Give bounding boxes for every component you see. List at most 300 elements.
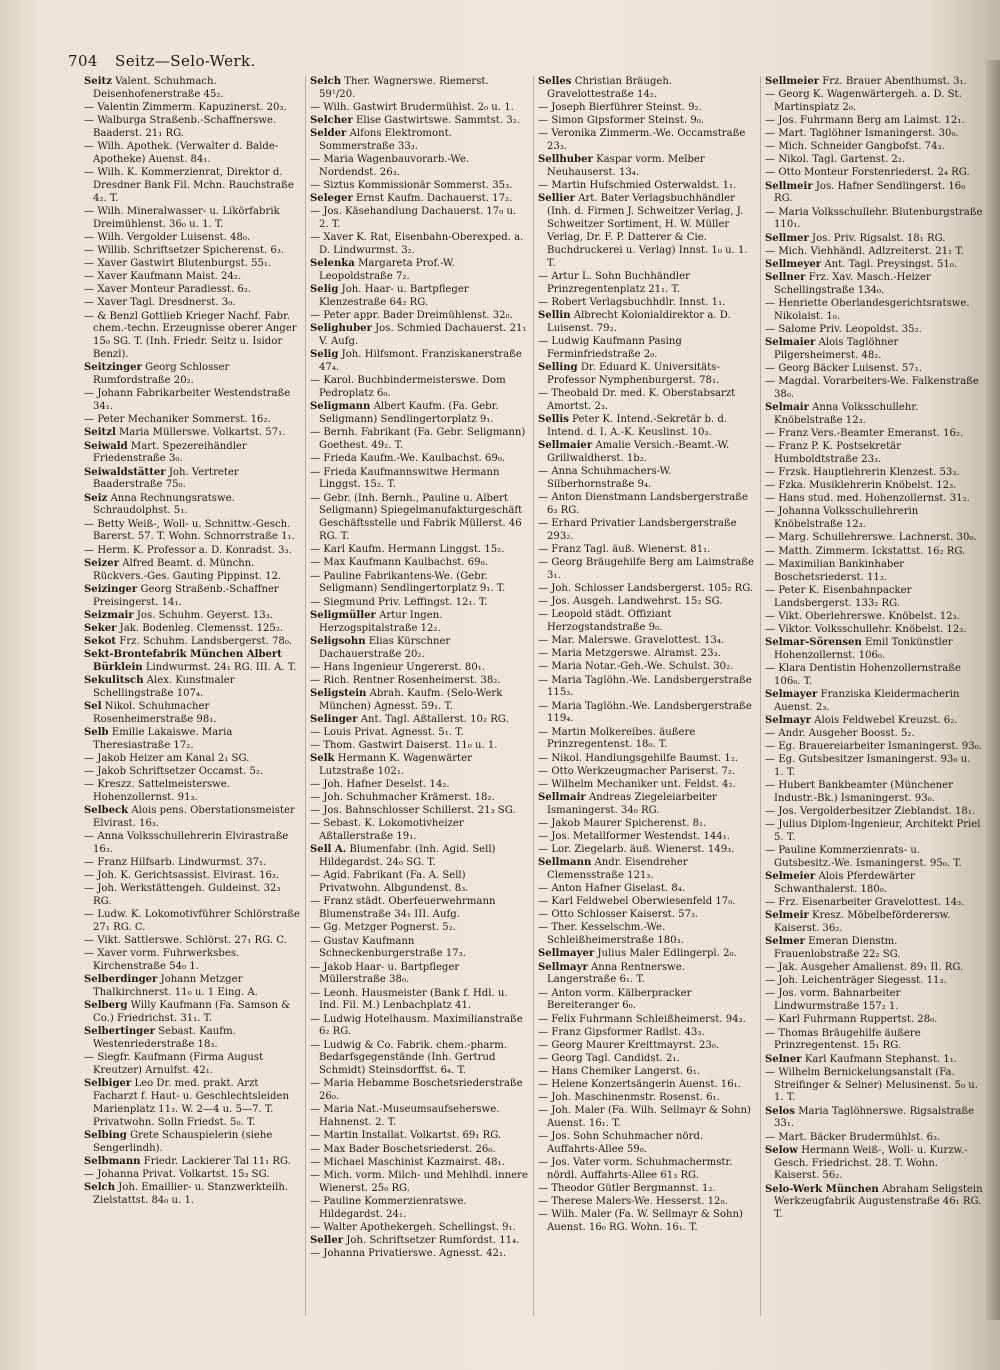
entry-details: Anton Hafner Giselast. 8₄. bbox=[551, 883, 686, 895]
entry-surname: — bbox=[765, 206, 776, 218]
directory-entry bbox=[538, 115, 756, 128]
entry-details: Johanna Privatierswe. Agnesst. 42₁. bbox=[323, 1247, 507, 1259]
entry-surname: Selos bbox=[765, 1105, 795, 1117]
entry-details: Alex. Kunstmaler Schellingstraße 107₄. bbox=[93, 674, 235, 699]
entry-surname: — bbox=[765, 988, 776, 1000]
entry-details: Martin Hufschmied Osterwaldst. 1₁. bbox=[551, 180, 737, 192]
directory-entry bbox=[765, 181, 983, 207]
directory-entry bbox=[765, 259, 983, 272]
entry-surname: — bbox=[538, 922, 549, 934]
directory-entry bbox=[538, 557, 756, 583]
entry-surname: — bbox=[765, 623, 776, 635]
entry-details: Emeran Dienstm. Frauenlobstraße 22₂ SG. bbox=[774, 936, 901, 961]
directory-entry bbox=[765, 154, 983, 167]
entry-details: Joh. Leichenträger Siegesst. 11₃. bbox=[778, 975, 947, 987]
directory-entry bbox=[84, 284, 302, 297]
entry-details: Franz Hilfsarb. Lindwurmst. 37₁. bbox=[97, 857, 267, 869]
directory-entry bbox=[310, 896, 528, 922]
entry-details: Albrecht Kolonialdirektor a. D. Luisenst. 79₂. bbox=[547, 310, 731, 334]
entry-details: Salome Priv. Leopoldst. 35₂. bbox=[778, 323, 922, 335]
entry-details: Ludwig Kaufmann Pasing Ferminfriedstraße 2₀. bbox=[547, 336, 682, 360]
directory-entry bbox=[310, 740, 528, 753]
directory-entry bbox=[310, 375, 528, 401]
entry-details: Xaver Monteur Paradiesst. 6₂. bbox=[97, 284, 252, 296]
directory-entry bbox=[84, 974, 302, 1000]
directory-entry bbox=[538, 635, 756, 648]
directory-entry bbox=[765, 806, 983, 819]
entry-details: Joseph Bierführer Steinst. 9₂. bbox=[551, 102, 702, 113]
entry-details: Maria Nat.-Museumsaufseherswe. Hahnenst. 2. T. bbox=[319, 1104, 500, 1129]
directory-entry bbox=[310, 232, 528, 258]
entry-details: Xaver K. Rat, Eisenbahn-Oberexped. a. D. Lindwurmst. 3₂. bbox=[319, 232, 524, 257]
entry-surname: — bbox=[538, 296, 549, 308]
entry-details: Jakob Schriftsetzer Occamst. 5₂. bbox=[97, 766, 264, 778]
entry-surname: — bbox=[310, 453, 321, 465]
entry-surname: Selmeir bbox=[765, 910, 809, 922]
entry-details: Ant. Tagl. Preysingst. 51₀. bbox=[824, 258, 958, 270]
entry-surname: Selmar-Sörensen bbox=[765, 636, 862, 648]
entry-surname: — bbox=[538, 648, 549, 660]
entry-details: Willy Kaufmann (Fa. Samson & Co.) Friedrichst. 31₁. T. bbox=[93, 1000, 291, 1025]
entry-surname: — bbox=[310, 1221, 321, 1233]
entry-details: Matth. Zimmerm. Ickstattst. 16₂ RG. bbox=[778, 545, 966, 557]
entry-surname: — bbox=[310, 779, 321, 791]
directory-entry bbox=[310, 792, 528, 805]
directory-entry bbox=[84, 1169, 302, 1182]
entry-surname: — bbox=[765, 1066, 776, 1078]
entry-details: Anna Volksschullehr. Knöbelstraße 12₃. bbox=[774, 402, 919, 426]
directory-entry bbox=[538, 675, 756, 701]
entry-details: Karl Kaufmann Stephanst. 1₁. bbox=[804, 1053, 958, 1065]
directory-entry bbox=[310, 206, 528, 232]
entry-details: Gebr. (Inh. Bernh., Pauline u. Albert Seligmann) Spiegelmanufakturgeschäft Geschäftsstelle und Fabrik Müllerst. 46 RG. T. bbox=[319, 492, 523, 543]
entry-surname: — bbox=[310, 310, 321, 322]
entry-details: Art. Bater Verlagsbuchhändler (Inh. d. Firmen J. Schweitzer Verlag, J. Schweitzer Sortiment, H. W. Müller Verlag, Dr. F. P. Datterer & Cie. Buchdruckerei u. Verlag) Innst. 1₀ u. 1. T. bbox=[547, 193, 748, 269]
directory-entry bbox=[538, 779, 756, 792]
entry-details: Jos. Schmied Dachauerst. 21₁ V. Aufg. bbox=[319, 323, 527, 348]
column-divider bbox=[305, 76, 306, 1316]
directory-entry bbox=[310, 753, 528, 779]
entry-surname: — bbox=[765, 754, 776, 766]
entry-details: Ludw. K. Lokomotivführer Schlörstraße 27₁ RG. C. bbox=[93, 909, 300, 934]
entry-details: Georg Tagl. Candidst. 2₁. bbox=[551, 1052, 680, 1064]
directory-entry bbox=[538, 180, 756, 193]
directory-entry bbox=[538, 1079, 756, 1092]
directory-entry bbox=[84, 857, 302, 870]
entry-details: Anna Rechnungsratswe. Schraudolphst. 5₁. bbox=[93, 492, 235, 517]
entry-surname: — bbox=[538, 609, 549, 621]
directory-entry bbox=[765, 559, 983, 585]
directory-entry bbox=[84, 414, 302, 427]
directory-entry bbox=[310, 128, 528, 154]
entry-surname: — bbox=[310, 154, 321, 166]
entry-surname: — bbox=[538, 635, 549, 647]
directory-entry bbox=[84, 909, 302, 935]
entry-details: Otto Werkzeugmacher Pariserst. 7₂. bbox=[551, 765, 736, 777]
entry-details: Sebast. K. Lokomotivheizer Aßtallerstraße 19₁. bbox=[319, 818, 464, 843]
entry-surname: — bbox=[538, 896, 549, 908]
entry-surname: Seiwald bbox=[84, 440, 128, 452]
entry-surname: — bbox=[765, 154, 776, 166]
entry-details: Walter Apothekergeh. Schellingst. 9₁. bbox=[323, 1221, 516, 1233]
directory-entry bbox=[765, 1106, 983, 1132]
entry-details: Joh. Hafner Deselst. 14₂. bbox=[323, 779, 450, 791]
directory-entry bbox=[84, 935, 302, 948]
directory-entry bbox=[310, 922, 528, 935]
entry-surname: — bbox=[310, 674, 321, 686]
entry-surname: Selb bbox=[84, 726, 109, 738]
entry-details: Joh. Maschinenmstr. Rosenst. 6₁. bbox=[551, 1092, 720, 1104]
entry-surname: — bbox=[84, 297, 95, 309]
entry-surname: Seligmann bbox=[310, 401, 371, 413]
directory-entry bbox=[310, 1014, 528, 1040]
entry-details: Siegmund Priv. Leffingst. 12₁. T. bbox=[323, 596, 488, 608]
entry-surname: — bbox=[765, 780, 776, 792]
entry-details: Eg. Brauereiarbeiter Ismaningerst. 93₀. bbox=[778, 740, 982, 752]
entry-details: Kresz. Möbelbeförderersw. Kaiserst. 36₂. bbox=[774, 910, 951, 935]
entry-surname: — bbox=[84, 388, 95, 400]
directory-entry bbox=[538, 310, 756, 336]
entry-details: Wilh. Mineralwasser- u. Likörfabrik Dreimühlenst. 36₀ u. 1. T. bbox=[93, 206, 280, 230]
directory-entry bbox=[310, 1170, 528, 1196]
entry-details: Lor. Ziegelarb. äuß. Wienerst. 149₃. bbox=[551, 844, 735, 856]
entry-details: Maria Taglöhn.-We. Landsbergerstraße 119₄. bbox=[547, 700, 752, 725]
entry-surname: — bbox=[538, 1026, 549, 1038]
entry-surname: — bbox=[310, 922, 321, 934]
entry-surname: — bbox=[84, 779, 95, 791]
entry-details: Peter appr. Bader Dreimühlenst. 32₀. bbox=[323, 310, 513, 322]
entry-details: Georg Maurer Kreittmayrst. 23₀. bbox=[551, 1039, 720, 1051]
entry-surname: — bbox=[310, 1143, 321, 1155]
entry-details: Jos. vorm. Bahnarbeiter Lindwurmstraße 157₂ 1. bbox=[774, 988, 901, 1013]
directory-entry bbox=[538, 102, 756, 115]
entry-details: Georg K. Wagenwärtergeh. a. D. St. Martinsplatz 2₀. bbox=[774, 89, 962, 113]
directory-entry bbox=[310, 805, 528, 818]
entry-surname: — bbox=[84, 831, 95, 843]
entry-details: Erhard Privatier Landsbergerstraße 293₂. bbox=[547, 518, 737, 542]
entry-surname: Seitz bbox=[84, 76, 112, 87]
entry-details: Anton Dienstmann Landsbergerstraße 6₃ RG. bbox=[547, 492, 748, 516]
entry-details: Gg. Metzger Pognerst. 5₂. bbox=[323, 922, 456, 934]
entry-surname: — bbox=[310, 1078, 321, 1090]
entry-surname: — bbox=[84, 518, 95, 530]
entry-details: Pauline Fabrikantens-We. (Gebr. Seligmann) Sendlingertorplatz 9₁. T. bbox=[319, 570, 506, 595]
entry-surname: — bbox=[310, 818, 321, 830]
running-title: Seitz—Selo-Werk. bbox=[115, 52, 256, 70]
directory-entry bbox=[84, 388, 302, 414]
entry-surname: — bbox=[84, 935, 95, 947]
entry-details: Alfons Elektromont. Sommerstraße 33₃. bbox=[319, 128, 452, 153]
entry-surname: — bbox=[84, 948, 95, 960]
entry-details: Johann Metzger Thalkirchnerst. 11₀ u. 1 Eing. A. bbox=[93, 974, 258, 999]
entry-details: Pauline Kommerzienrats- u. Gutsbesitz.-We. Ismaningerst. 95₀. T. bbox=[774, 845, 962, 870]
entry-details: Theodor Gütler Bergmannst. 1₂. bbox=[551, 1183, 716, 1195]
entry-surname: — bbox=[84, 766, 95, 778]
entry-surname: Selbiger bbox=[84, 1078, 132, 1090]
entry-details: Betty Weiß-, Woll- u. Schnittw.-Gesch. Barerst. 57. T. Wohn. Schnorrstraße 1₁. bbox=[93, 518, 295, 543]
entry-surname: — bbox=[310, 1195, 321, 1207]
entry-surname: Selo-Werk München bbox=[765, 1183, 879, 1195]
entry-details: Joh. Emaillier- u. Stanzwerkteilh. Zielstattst. 84₀ u. 1. bbox=[93, 1182, 289, 1207]
entry-surname: — bbox=[765, 610, 776, 622]
directory-entry bbox=[765, 1145, 983, 1184]
entry-details: Klara Dentistin Hohenzollernstraße 106₀. T. bbox=[774, 662, 961, 687]
directory-entry bbox=[538, 193, 756, 270]
directory-entry bbox=[538, 753, 756, 766]
entry-details: Albert Kaufm. (Fa. Gebr. Seligmann) Sendlingertorplatz 9₁. bbox=[319, 401, 499, 426]
entry-surname: — bbox=[310, 1039, 321, 1051]
entry-surname: Sellmann bbox=[538, 857, 592, 869]
entry-details: Joh. Haar- u. Bartpfleger Klenzestraße 64₂ RG. bbox=[319, 284, 469, 309]
entry-surname: — bbox=[538, 1052, 549, 1064]
directory-entry bbox=[84, 636, 302, 649]
directory-entry bbox=[765, 467, 983, 480]
entry-surname: — bbox=[765, 897, 776, 909]
directory-entry bbox=[84, 311, 302, 363]
entry-surname: — bbox=[84, 752, 95, 764]
entry-details: Wilh. Apothek. (Verwalter d. Balde-Apotheke) Auenst. 84₁. bbox=[93, 141, 279, 165]
entry-details: Magdal. Vorarbeiters-We. Falkenstraße 38₀. bbox=[774, 376, 979, 400]
entry-details: Jos. Vergolderbesitzer Zieblandst. 18₁. bbox=[778, 806, 976, 818]
directory-entry bbox=[84, 427, 302, 440]
directory-entry bbox=[84, 727, 302, 753]
entry-details: Karl Feldwebel Oberwiesenfeld 17₀. bbox=[551, 896, 736, 908]
entry-details: Michael Maschinist Kazmairst. 48₁. bbox=[323, 1156, 505, 1168]
entry-details: Johann Fabrikarbeiter Westendstraße 34₁. bbox=[93, 388, 291, 413]
entry-surname: Selinger bbox=[310, 713, 358, 725]
directory-entry bbox=[765, 1028, 983, 1054]
directory-entry bbox=[765, 298, 983, 324]
entry-surname: Sellhuber bbox=[538, 154, 593, 166]
entry-details: Hans stud. med. Hohenzollernst. 31₂. bbox=[778, 493, 970, 505]
directory-entry bbox=[84, 948, 302, 974]
entry-details: Mich. Schneider Gangbofst. 74₃. bbox=[778, 141, 945, 153]
entry-details: Wilh. Maler (Fa. W. Sellmayr & Sohn) Auenst. 16₀ RG. Wohn. 16₁. T. bbox=[547, 1209, 743, 1234]
entry-details: Hermann Weiß-, Woll- u. Kurzw.-Gesch. Friedrichst. 28. T. Wohn. Kaiserst. 56₂. bbox=[774, 1144, 968, 1182]
directory-entry bbox=[310, 427, 528, 453]
page-header bbox=[68, 52, 968, 74]
entry-surname: — bbox=[538, 115, 549, 127]
entry-surname: Selighuber bbox=[310, 323, 372, 335]
entry-details: Elise Gastwirtswe. Sammtst. 3₂. bbox=[356, 115, 520, 127]
entry-surname: — bbox=[310, 492, 321, 504]
directory-entry bbox=[538, 336, 756, 362]
entry-details: Frzsk. Hauptlehrerin Klenzest. 53₃. bbox=[778, 467, 960, 479]
entry-surname: — bbox=[538, 778, 549, 790]
entry-surname: — bbox=[538, 844, 549, 856]
directory-entry bbox=[538, 857, 756, 883]
directory-entry bbox=[538, 818, 756, 831]
directory-entry bbox=[310, 493, 528, 545]
column-divider bbox=[760, 76, 761, 1316]
directory-entry bbox=[538, 466, 756, 492]
directory-entry bbox=[538, 648, 756, 661]
entry-surname: — bbox=[538, 1078, 549, 1090]
entry-details: Ludwig & Co. Fabrik. chem.-pharm. Bedarfsgegenstände (Inh. Gertrud Schmidt) Steinsdorffst. 6₄. T. bbox=[319, 1039, 508, 1077]
directory-entry bbox=[765, 506, 983, 532]
entry-surname: — bbox=[310, 935, 321, 947]
directory-entry bbox=[84, 1052, 302, 1078]
entry-surname: Sellmeir bbox=[765, 180, 813, 192]
entry-details: Louis Privat. Agnesst. 5₁. T. bbox=[323, 726, 464, 738]
entry-surname: — bbox=[765, 128, 776, 140]
entry-details: Hans Ingenieur Ungererst. 80₁. bbox=[323, 661, 485, 673]
entry-surname: — bbox=[765, 806, 776, 818]
entry-details: Karol. Buchbindermeisterswe. Dom Pedroplatz 6₀. bbox=[319, 375, 506, 400]
directory-entry bbox=[84, 1078, 302, 1130]
entry-surname: — bbox=[765, 493, 776, 505]
entry-details: Max Kaufmann Kaulbachst. 69₀. bbox=[323, 557, 488, 569]
directory-entry bbox=[765, 89, 983, 115]
directory-entry bbox=[310, 102, 528, 115]
entry-details: Jos. Fuhrmann Berg am Laimst. 12₁. bbox=[778, 115, 965, 127]
entry-surname: — bbox=[84, 870, 95, 882]
entry-surname: — bbox=[765, 167, 776, 179]
entry-surname: — bbox=[538, 1157, 549, 1169]
entry-details: Julius Maler Edlingerpl. 2₀. bbox=[597, 948, 737, 960]
entry-surname: — bbox=[538, 583, 549, 595]
entry-surname: Seligstein bbox=[310, 687, 367, 699]
directory-entry bbox=[765, 337, 983, 363]
entry-surname: Seitzinger bbox=[84, 362, 142, 374]
directory-entry bbox=[84, 584, 302, 610]
directory-entry bbox=[84, 1000, 302, 1026]
directory-entry bbox=[538, 1209, 756, 1235]
entry-details: Mart. Spezereihändler Friedenstraße 3₀. bbox=[93, 440, 247, 465]
entry-surname: — bbox=[310, 1104, 321, 1116]
entry-details: Martin Installat. Volkartst. 69₁ RG. bbox=[323, 1130, 502, 1142]
entry-surname: — bbox=[310, 1169, 321, 1181]
entry-details: Peter K. Intend.-Sekretär b. d. Intend. d. I. A.-K. Keuslinst. 10₃. bbox=[547, 414, 728, 438]
entry-surname: — bbox=[538, 1105, 549, 1117]
directory-entry bbox=[310, 675, 528, 688]
entry-surname: — bbox=[765, 962, 776, 974]
directory-entry bbox=[765, 988, 983, 1014]
directory-entry bbox=[765, 663, 983, 689]
entry-details: Jos. Sohn Schuhmacher nörd. Auffahrts-Allee 59₀. bbox=[547, 1131, 704, 1156]
directory-entry bbox=[84, 441, 302, 467]
entry-surname: — bbox=[765, 141, 776, 153]
entry-surname: Sellmair bbox=[538, 791, 586, 803]
entry-surname: Selmair bbox=[765, 402, 809, 414]
directory-entry bbox=[310, 610, 528, 636]
directory-entry bbox=[538, 492, 756, 518]
directory-entry bbox=[538, 1157, 756, 1183]
directory-entry bbox=[538, 1027, 756, 1040]
entry-surname: — bbox=[538, 1209, 549, 1221]
entry-surname: — bbox=[84, 414, 95, 426]
entry-details: Anton vorm. Kälberpracker Bereiteranger 6₀. bbox=[547, 987, 692, 1012]
entry-details: Amalie Versich.-Beamt.-W. Grillwaldherst. 1b₂. bbox=[547, 440, 730, 464]
entry-details: Joh. Werkstättengeh. Guldeinst. 32₃ RG. bbox=[93, 883, 281, 908]
entry-details: Georg Bäcker Luisenst. 57₁. bbox=[778, 362, 922, 374]
entry-surname: — bbox=[538, 830, 549, 842]
entry-details: Mar. Malerswe. Gravelottest. 13₄. bbox=[551, 635, 725, 647]
entry-details: Veronika Zimmerm.-We. Occamstraße 23₃. bbox=[547, 128, 746, 153]
entry-surname: Selberdinger bbox=[84, 974, 158, 986]
directory-entry bbox=[84, 493, 302, 519]
entry-details: Jos. Käsehandlung Dachauerst. 17₀ u. 2. T. bbox=[319, 206, 517, 231]
entry-surname: — bbox=[310, 596, 321, 608]
entry-details: Franz Vers.-Beamter Emeranst. 16₂. bbox=[778, 428, 964, 440]
directory-entry bbox=[84, 1156, 302, 1169]
directory-entry bbox=[765, 780, 983, 806]
entry-details: Lindwurmst. 24₁ RG. III. A. T. bbox=[145, 661, 297, 673]
directory-entry bbox=[765, 975, 983, 988]
entry-details: Andreas Ziegeleiarbeiter Ismaningerst. 34₀ RG. bbox=[547, 791, 717, 816]
entry-surname: — bbox=[538, 1039, 549, 1051]
directory-entry bbox=[765, 246, 983, 259]
entry-surname: Sekt-Brontefabrik München Albert Bürklein bbox=[84, 648, 282, 673]
entry-surname: — bbox=[765, 545, 776, 557]
directory-entry bbox=[310, 1222, 528, 1235]
directory-entry bbox=[538, 1066, 756, 1079]
entry-surname: — bbox=[310, 180, 321, 192]
directory-entry bbox=[538, 1131, 756, 1157]
entry-surname: Seizinger bbox=[84, 583, 138, 595]
entry-surname: — bbox=[538, 492, 549, 503]
directory-entry bbox=[310, 1235, 528, 1248]
entry-surname: — bbox=[765, 89, 776, 101]
directory-entry bbox=[765, 624, 983, 637]
directory-entry bbox=[538, 701, 756, 727]
directory-entry bbox=[765, 1067, 983, 1106]
directory-entry bbox=[84, 258, 302, 271]
entry-surname: Selder bbox=[310, 128, 347, 140]
entry-surname: — bbox=[310, 805, 321, 817]
entry-surname: — bbox=[84, 909, 95, 921]
directory-entry bbox=[765, 1132, 983, 1145]
directory-entry bbox=[765, 428, 983, 441]
entry-surname: — bbox=[84, 232, 95, 243]
entry-surname: Sellner bbox=[765, 271, 806, 283]
entry-surname: — bbox=[765, 467, 776, 479]
entry-details: Wilhelm Bernickelungsanstalt (Fa. Streifinger & Selner) Melusinenst. 5₀ u. 1. T. bbox=[774, 1066, 978, 1104]
entry-details: Hans Chemiker Langerst. 6₁. bbox=[551, 1065, 700, 1077]
entry-details: Dr. Eduard K. Universitäts-Professor Nymphenburgerst. 78₁. bbox=[547, 362, 720, 386]
directory-entry bbox=[765, 141, 983, 154]
entry-details: Joh. Vertreter Baaderstraße 75₀. bbox=[93, 466, 239, 491]
directory-entry bbox=[538, 661, 756, 674]
entry-details: Anna Schuhmachers-W. Silberhornstraße 9₄. bbox=[547, 466, 672, 490]
entry-surname: Selbertinger bbox=[84, 1026, 155, 1038]
entry-surname: Sellmaier bbox=[538, 440, 593, 451]
column-4 bbox=[765, 76, 983, 1222]
entry-surname: Sellmeyer bbox=[765, 258, 822, 270]
entry-details: Kreszz. Sattelmeisterswe. Hohenzollernst. 91₃. bbox=[93, 779, 230, 804]
directory-entry bbox=[765, 819, 983, 845]
directory-entry bbox=[538, 128, 756, 154]
entry-surname: — bbox=[538, 102, 549, 113]
directory-entry bbox=[84, 271, 302, 284]
entry-surname: — bbox=[84, 102, 95, 113]
entry-surname: Selig bbox=[310, 349, 339, 361]
entry-details: Hermann K. Wagenwärter Lutzstraße 102₁. bbox=[319, 753, 472, 778]
entry-surname: — bbox=[310, 661, 321, 673]
entry-details: Nikol. Tagl. Gartenst. 2₂. bbox=[778, 154, 906, 166]
entry-details: Jos. Ausgeh. Landwehrst. 15₂ SG. bbox=[551, 596, 723, 608]
entry-surname: Seitzl bbox=[84, 427, 116, 439]
entry-surname: — bbox=[538, 336, 549, 347]
entry-surname: — bbox=[84, 1052, 95, 1064]
entry-details: Ther. Wagnerswe. Riemerst. 59¹/20. bbox=[319, 76, 489, 100]
entry-surname: — bbox=[84, 258, 95, 270]
entry-details: Elias Kürschner Dachauerstraße 20₂. bbox=[319, 635, 451, 660]
entry-surname: Selcher bbox=[310, 115, 353, 127]
entry-details: Xaver Kaufmann Maist. 24₂. bbox=[97, 271, 242, 283]
directory-entry bbox=[765, 363, 983, 376]
directory-entry bbox=[310, 936, 528, 962]
